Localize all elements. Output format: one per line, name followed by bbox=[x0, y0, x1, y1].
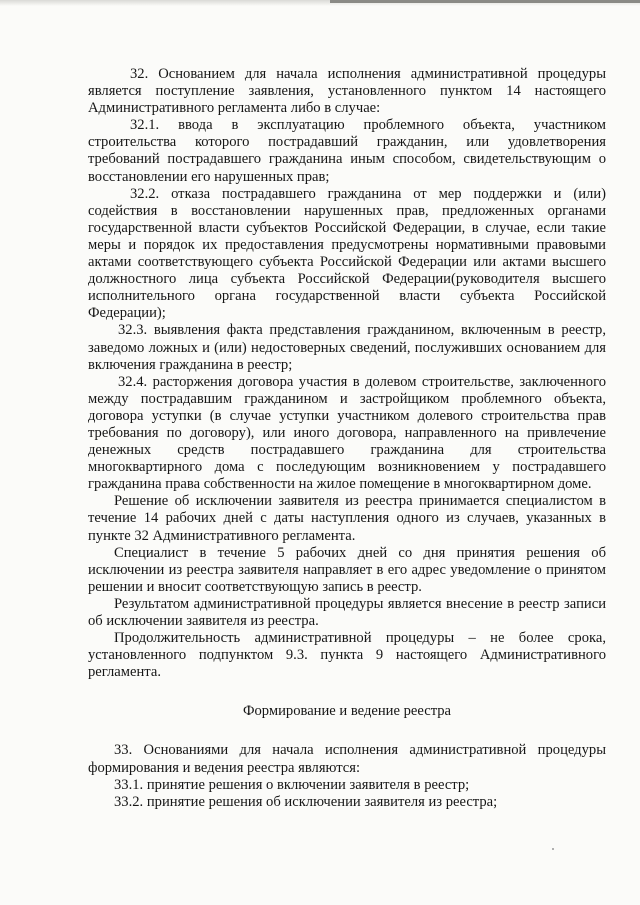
document-page bbox=[88, 66, 606, 811]
paragraph-32: 32. Основанием для начала исполнения административной процедуры является поступление заявления, установленного пунктом 14 настоящего Административного регламента либо в случае: bbox=[88, 66, 606, 117]
paragraph-32-4: 32.4. расторжения договора участия в долевом строительстве, заключенного между пострадавшим гражданином и застройщиком проблемного объекта, договора уступки (в случае уступки участником долевого строительства прав требования по договору), или иного договора, направленного на привлечение денежных средств пострадавшего гражданина для строительства многоквартирного дома с последующим возникновением у пострадавшего гражданина права собственности на жилое помещение в многоквартирном доме. bbox=[88, 373, 606, 493]
paragraph-duration: Продолжительность административной процедуры – не более срока, установленного подпунктом 9.3. пункта 9 настоящего Административного регламента. bbox=[88, 630, 606, 681]
paragraph-32-1: 32.1. ввода в эксплуатацию проблемного объекта, участником строительства которого пострадавший гражданин, или удовлетворения требований пострадавшего гражданина иным способом, свидетельствующим о восстановлении его нарушенных прав; bbox=[88, 117, 606, 185]
paragraph-result: Результатом административной процедуры является внесение в реестр записи об исключении заявителя из реестра. bbox=[88, 595, 606, 629]
scan-speck bbox=[552, 848, 554, 850]
scan-top-line bbox=[330, 0, 640, 3]
section-heading: Формирование и ведение реестра bbox=[242, 703, 452, 720]
paragraph-33: 33. Основаниями для начала исполнения административной процедуры формирования и ведения реестра являются: bbox=[88, 742, 606, 776]
paragraph-notification: Специалист в течение 5 рабочих дней со дня принятия решения об исключении из реестра заявителя направляет в его адрес уведомление о принятом решении и вносит соответствующую запись в реестр. bbox=[88, 544, 606, 595]
paragraph-exclusion-decision: Решение об исключении заявителя из реестра принимается специалистом в течение 14 рабочих дней с даты наступления одного из случаев, указанных в пункте 32 Административного регламента. bbox=[88, 493, 606, 544]
paragraph-33-2: 33.2. принятие решения об исключении заявителя из реестра; bbox=[114, 793, 498, 810]
paragraph-33-1: 33.1. принятие решения о включении заявителя в реестр; bbox=[114, 776, 470, 793]
paragraph-32-3: 32.3. выявления факта представления гражданином, включенным в реестр, заведомо ложных и (или) недостоверных сведений, послуживших основанием для включения гражданина в реестр; bbox=[88, 322, 606, 373]
paragraph-32-2: 32.2. отказа пострадавшего гражданина от мер поддержки и (или) содействия в восстановлении нарушенных прав, предложенных органами государственной власти субъектов Российской Федерации, в случае, если такие меры и порядок их предоставления предусмотрены нормативными правовыми актами соответствующего субъекта Российской Федерации или актами высшего должностного лица субъекта Российской Федерации(руководителя высшего исполнительного органа государственной власти субъекта Российской Федерации); bbox=[88, 185, 606, 322]
